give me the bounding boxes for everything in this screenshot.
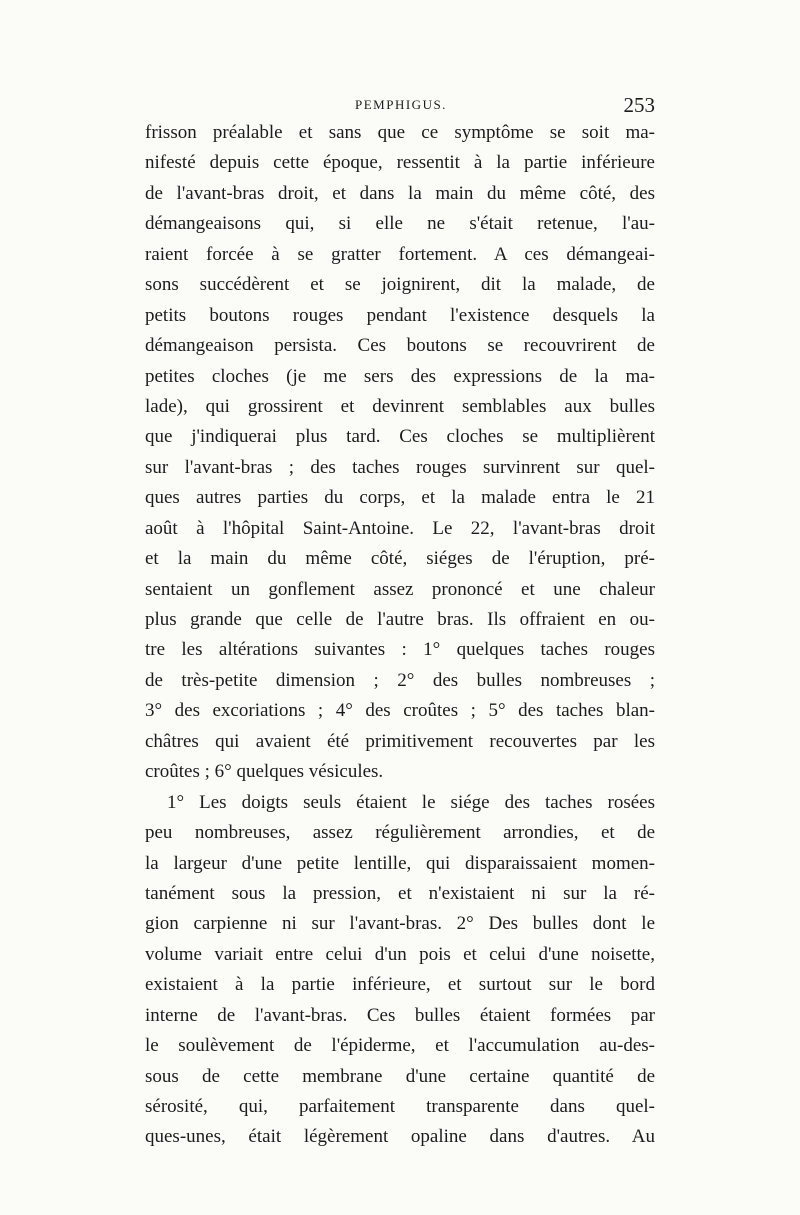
- text-line: raient forcée à se gratter fortement. A ces démangeai-: [145, 243, 655, 265]
- text-line: sérosité, qui, parfaitement transparente dans quel-: [145, 1096, 655, 1117]
- text-line: lade), qui grossirent et devinrent semblables aux bulles: [145, 395, 655, 417]
- text-line: le soulèvement de l'épiderme, et l'accumulation au-des-: [145, 1035, 655, 1057]
- body-text: [145, 118, 655, 1153]
- text-line: tre les altérations suivantes : 1° quelques taches rouges: [145, 639, 655, 661]
- text-line: août à l'hôpital Saint-Antoine. Le 22, l'avant-bras droit: [145, 517, 655, 539]
- text-line: que j'indiquerai plus tard. Ces cloches se multiplièrent: [145, 426, 655, 448]
- text-line: 1° Les doigts seuls étaient le siége des taches rosées: [167, 791, 655, 813]
- text-line: châtres qui avaient été primitivement recouvertes par les: [145, 730, 655, 752]
- text-line: nifesté depuis cette époque, ressentit à la partie inférieure: [145, 152, 655, 174]
- text-line: peu nombreuses, assez régulièrement arrondies, et de: [145, 822, 655, 844]
- text-line: de très-petite dimension ; 2° des bulles nombreuses ;: [145, 669, 655, 691]
- text-line: petits boutons rouges pendant l'existence desquels la: [145, 304, 655, 326]
- text-line: ques autres parties du corps, et la malade entra le 21: [145, 487, 655, 509]
- text-line: ques-unes, était légèrement opaline dans d'autres. Au: [145, 1126, 655, 1148]
- text-line: la largeur d'une petite lentille, qui disparaissaient momen-: [145, 852, 655, 874]
- text-line: 3° des excoriations ; 4° des croûtes ; 5° des taches blan-: [145, 700, 655, 722]
- running-head: PEMPHIGUS.: [355, 97, 447, 112]
- text-line: existaient à la partie inférieure, et surtout sur le bord: [145, 974, 655, 996]
- page-header: [145, 93, 655, 119]
- text-line: tanément sous la pression, et n'existaient ni sur la ré-: [145, 882, 655, 904]
- text-line: démangeaisons qui, si elle ne s'était retenue, l'au-: [145, 213, 655, 235]
- text-line: sur l'avant-bras ; des taches rouges survinrent sur quel-: [145, 456, 655, 478]
- text-line: de l'avant-bras droit, et dans la main du même côté, des: [145, 182, 655, 204]
- text-line: plus grande que celle de l'autre bras. Ils offraient en ou-: [145, 609, 655, 630]
- text-line: gion carpienne ni sur l'avant-bras. 2° Des bulles dont le: [145, 913, 655, 935]
- text-line: sous de cette membrane d'une certaine quantité de: [145, 1065, 655, 1087]
- text-line: volume variait entre celui d'un pois et celui d'une noisette,: [145, 943, 655, 965]
- text-line: croûtes ; 6° quelques vésicules.: [145, 761, 384, 783]
- text-line: démangeaison persista. Ces boutons se recouvrirent de: [145, 335, 655, 357]
- text-line: sentaient un gonflement assez prononcé et une chaleur: [145, 578, 655, 600]
- text-line: et la main du même côté, siéges de l'éruption, pré-: [145, 548, 655, 570]
- text-line: sons succédèrent et se joignirent, dit la malade, de: [145, 274, 655, 296]
- text-line: frisson préalable et sans que ce symptôme se soit ma-: [145, 122, 655, 143]
- text-line: petites cloches (je me sers des expressions de la ma-: [145, 365, 655, 387]
- text-line: interne de l'avant-bras. Ces bulles étaient formées par: [145, 1004, 655, 1026]
- page-number: 253: [623, 93, 655, 117]
